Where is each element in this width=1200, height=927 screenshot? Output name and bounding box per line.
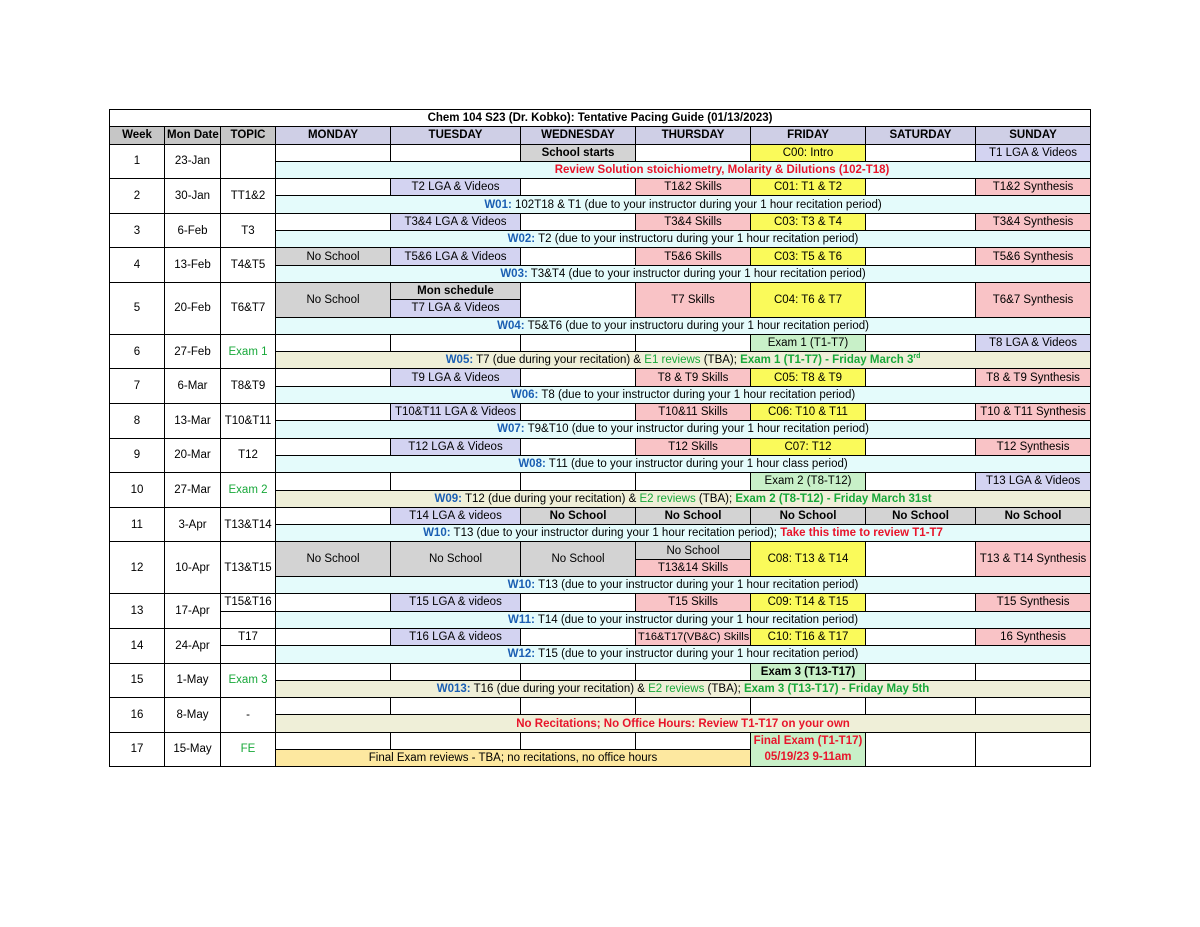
mon-date: 3-Apr: [165, 507, 221, 542]
final-exam-title: Final Exam (T1-T17): [753, 735, 863, 748]
week-number: 6: [110, 334, 165, 369]
pacing-guide-sheet: [109, 109, 1090, 785]
week-note: [276, 490, 1091, 507]
note-text: T9&T10 (due to your instructor during your 1 hour recitation period): [524, 423, 869, 436]
week-note-row: [110, 611, 1091, 628]
topic-cell: T17: [221, 628, 276, 645]
wednesday-cell: [521, 698, 636, 715]
thursday-cell: [636, 144, 751, 161]
week-note: [276, 265, 1091, 282]
mon-date: 6-Feb: [165, 213, 221, 248]
mon-date: 23-Jan: [165, 144, 221, 179]
monday-cell: [276, 179, 391, 196]
monday-cell: [276, 473, 391, 490]
friday-cell: Exam 1 (T1-T7): [751, 334, 866, 351]
week-row: [110, 732, 1091, 749]
friday-cell: C07: T12: [751, 438, 866, 455]
topic-cell: T3: [221, 213, 276, 248]
topic-cell: Exam 1: [221, 334, 276, 369]
week-number: 5: [110, 282, 165, 334]
week-row: [110, 698, 1091, 715]
mon-date: 27-Mar: [165, 473, 221, 508]
week-note: [276, 577, 1091, 594]
tuesday-cell: T12 LGA & Videos: [391, 438, 521, 455]
monday-cell: [276, 507, 391, 524]
thursday-cell: No School: [636, 507, 751, 524]
sunday-cell: 16 Synthesis: [976, 628, 1091, 645]
week-row: [110, 282, 1091, 299]
monday-cell: [276, 628, 391, 645]
week-note: [276, 421, 1091, 438]
topic-cell: FE: [221, 732, 276, 767]
week-note: [276, 352, 1091, 369]
topic-cell: T8&T9: [221, 369, 276, 404]
week-number: 7: [110, 369, 165, 404]
note-text: T14 (due to your instructor during your 1 hour recitation period): [534, 613, 859, 626]
week-row: [110, 248, 1091, 265]
wednesday-cell: [521, 663, 636, 680]
note-code: W05:: [445, 354, 474, 367]
pacing-guide-table: [109, 109, 1091, 767]
mon-date: 6-Mar: [165, 369, 221, 404]
note-tba: (TBA);: [695, 492, 736, 505]
note-text: Final Exam reviews - TBA; no recitations, no office hours: [368, 752, 658, 765]
tuesday-cell: [391, 473, 521, 490]
topic-cell: Exam 3: [221, 663, 276, 698]
wednesday-cell: [521, 628, 636, 645]
note-code: W07:: [497, 423, 525, 436]
mon-date: 15-May: [165, 732, 221, 767]
note-highlight: Take this time to review T1-T7: [780, 527, 943, 540]
week-number: 10: [110, 473, 165, 508]
sunday-cell: T1 LGA & Videos: [976, 144, 1091, 161]
note-code: W10:: [507, 579, 536, 592]
friday-cell: [751, 698, 866, 715]
friday-cell: No School: [751, 507, 866, 524]
wednesday-cell: [521, 732, 636, 749]
thursday-cell: T7 Skills: [636, 282, 751, 317]
saturday-cell: [866, 334, 976, 351]
saturday-cell: [866, 542, 976, 577]
sunday-cell: T6&7 Synthesis: [976, 282, 1091, 317]
mon-date: 30-Jan: [165, 179, 221, 214]
sunday-cell: T8 LGA & Videos: [976, 334, 1091, 351]
note-text: T11 (due to your instructor during your 1 hour class period): [545, 458, 848, 471]
wednesday-cell: [521, 334, 636, 351]
note-exam-suffix: rd: [913, 353, 921, 361]
mon-date: 24-Apr: [165, 628, 221, 663]
sunday-cell: [976, 698, 1091, 715]
note-tba: (TBA);: [704, 682, 744, 695]
mon-date: 13-Mar: [165, 404, 221, 439]
topic-cell: T4&T5: [221, 248, 276, 283]
note-text: T7 (due during your recitation) &: [473, 354, 645, 367]
friday-cell: C03: T3 & T4: [751, 213, 866, 230]
friday-cell: C10: T16 & T17: [751, 628, 866, 645]
mon-date: 13-Feb: [165, 248, 221, 283]
week-note: [276, 161, 1091, 178]
note-text: T12 (due during your recitation) &: [461, 492, 640, 505]
saturday-cell: [866, 213, 976, 230]
week-row: [110, 438, 1091, 455]
sunday-cell: T12 Synthesis: [976, 438, 1091, 455]
monday-cell: [276, 594, 391, 611]
friday-cell: C00: Intro: [751, 144, 866, 161]
topic-cell: TT1&2: [221, 179, 276, 214]
final-exam-time: 05/19/23 9-11am: [764, 751, 852, 764]
tuesday-cell: No School: [391, 542, 521, 577]
week-row: [110, 179, 1091, 196]
tuesday-cell: T10&T11 LGA & Videos: [391, 404, 521, 421]
monday-cell: No School: [276, 248, 391, 265]
note-tba: (TBA);: [700, 354, 741, 367]
tuesday-cell-lower: T7 LGA & Videos: [391, 300, 521, 317]
thursday-cell: T16&T17(VB&C) Skills: [636, 628, 751, 645]
wednesday-cell: [521, 473, 636, 490]
note-review: E2 reviews: [639, 492, 696, 505]
friday-cell: C03: T5 & T6: [751, 248, 866, 265]
topic-cell-lower: [221, 611, 276, 628]
monday-cell: No School: [276, 542, 391, 577]
topic-cell: -: [221, 698, 276, 733]
saturday-cell: [866, 732, 976, 767]
thursday-cell: [636, 732, 751, 749]
thursday-cell: [636, 663, 751, 680]
note-code: W10:: [423, 527, 451, 540]
note-text: T13 (due to your instructor during your 1 hour recitation period): [535, 579, 859, 592]
week-number: 8: [110, 404, 165, 439]
saturday-cell: [866, 179, 976, 196]
sunday-cell: T13 & T14 Synthesis: [976, 542, 1091, 577]
week-note-row: [110, 646, 1091, 663]
tuesday-cell: [391, 144, 521, 161]
week-row: [110, 144, 1091, 161]
note-code: W01:: [484, 198, 512, 211]
week-number: 11: [110, 507, 165, 542]
week-row: [110, 213, 1091, 230]
friday-cell: C06: T10 & T11: [751, 404, 866, 421]
week-note: [276, 715, 1091, 732]
note-text: T5&T6 (due to your instructoru during your 1 hour recitation period): [524, 319, 869, 332]
sunday-cell: T3&4 Synthesis: [976, 213, 1091, 230]
week-note: [276, 749, 751, 766]
sheet-title: Chem 104 S23 (Dr. Kobko): Tentative Pacing Guide (01/13/2023): [110, 110, 1091, 127]
tuesday-cell: T15 LGA & videos: [391, 594, 521, 611]
friday-cell: C01: T1 & T2: [751, 179, 866, 196]
saturday-cell: [866, 594, 976, 611]
week-number: 16: [110, 698, 165, 733]
mon-date: 20-Feb: [165, 282, 221, 334]
topic-cell: [221, 144, 276, 179]
monday-cell: [276, 213, 391, 230]
header-saturday: SATURDAY: [866, 127, 976, 144]
header-tuesday: TUESDAY: [391, 127, 521, 144]
thursday-cell: [636, 473, 751, 490]
wednesday-cell: [521, 179, 636, 196]
topic-cell: T12: [221, 438, 276, 473]
tuesday-cell: Mon schedule: [391, 282, 521, 299]
week-note: [276, 196, 1091, 213]
tuesday-cell: T9 LGA & Videos: [391, 369, 521, 386]
wednesday-cell: [521, 369, 636, 386]
week-row: [110, 369, 1091, 386]
saturday-cell: [866, 248, 976, 265]
topic-cell: T13&T15: [221, 542, 276, 594]
saturday-cell: [866, 282, 976, 317]
week-row: [110, 473, 1091, 490]
friday-cell: C04: T6 & T7: [751, 282, 866, 317]
thursday-cell: T15 Skills: [636, 594, 751, 611]
note-text: Review Solution stoichiometry, Molarity & Dilutions (102-T18): [554, 164, 890, 177]
saturday-cell: [866, 404, 976, 421]
sunday-cell: T5&6 Synthesis: [976, 248, 1091, 265]
saturday-cell: [866, 663, 976, 680]
header-friday: FRIDAY: [751, 127, 866, 144]
note-review: E2 reviews: [648, 682, 705, 695]
note-code: W11:: [507, 613, 535, 626]
week-row: [110, 507, 1091, 524]
note-text: T3&T4 (due to your instructor during your 1 hour recitation period): [527, 267, 866, 280]
sunday-cell: [976, 663, 1091, 680]
week-note: [276, 646, 1091, 663]
note-code: W013:: [436, 682, 471, 695]
week-row: [110, 594, 1091, 611]
mon-date: 8-May: [165, 698, 221, 733]
header-mon-date: Mon Date: [165, 127, 221, 144]
friday-final-exam-cell: [751, 732, 866, 767]
sunday-cell: T1&2 Synthesis: [976, 179, 1091, 196]
week-row: [110, 663, 1091, 680]
monday-cell: [276, 144, 391, 161]
thursday-cell: [636, 334, 751, 351]
header-monday: MONDAY: [276, 127, 391, 144]
monday-cell: [276, 438, 391, 455]
week-note: [276, 525, 1091, 542]
sunday-cell: No School: [976, 507, 1091, 524]
mon-date: 10-Apr: [165, 542, 221, 594]
topic-cell: Exam 2: [221, 473, 276, 508]
week-number: 17: [110, 732, 165, 767]
saturday-cell: [866, 473, 976, 490]
topic-cell-lower: [221, 646, 276, 663]
note-text: 102T18 & T1 (due to your instructor during your 1 hour recitation period): [511, 198, 882, 211]
note-exam: Exam 2 (T8-T12) - Friday March 31st: [735, 492, 932, 505]
friday-cell: C05: T8 & T9: [751, 369, 866, 386]
week-number: 4: [110, 248, 165, 283]
friday-cell: C09: T14 & T15: [751, 594, 866, 611]
note-exam: Exam 1 (T1-T7) - Friday March 3: [740, 354, 914, 367]
thursday-cell: T1&2 Skills: [636, 179, 751, 196]
saturday-cell: [866, 698, 976, 715]
thursday-cell: T3&4 Skills: [636, 213, 751, 230]
tuesday-cell: T3&4 LGA & Videos: [391, 213, 521, 230]
note-review: E1 reviews: [644, 354, 701, 367]
monday-cell: [276, 663, 391, 680]
note-code: W03:: [500, 267, 528, 280]
note-text: T2 (due to your instructoru during your 1 hour recitation period): [535, 233, 859, 246]
week-number: 3: [110, 213, 165, 248]
sunday-cell: [976, 732, 1091, 767]
wednesday-cell: No School: [521, 542, 636, 577]
thursday-cell: T12 Skills: [636, 438, 751, 455]
tuesday-cell: T16 LGA & videos: [391, 628, 521, 645]
sunday-cell: T8 & T9 Synthesis: [976, 369, 1091, 386]
week-number: 12: [110, 542, 165, 594]
tuesday-cell: T5&6 LGA & Videos: [391, 248, 521, 265]
note-code: W12:: [507, 648, 536, 661]
week-note: [276, 611, 1091, 628]
wednesday-cell: [521, 404, 636, 421]
friday-cell: Exam 2 (T8-T12): [751, 473, 866, 490]
header-topic: TOPIC: [221, 127, 276, 144]
note-code: W04:: [497, 319, 525, 332]
note-code: W02:: [507, 233, 536, 246]
week-number: 1: [110, 144, 165, 179]
monday-cell: [276, 404, 391, 421]
tuesday-cell: T2 LGA & Videos: [391, 179, 521, 196]
thursday-cell: T8 & T9 Skills: [636, 369, 751, 386]
topic-cell: T6&T7: [221, 282, 276, 334]
note-text: T16 (due during your recitation) &: [470, 682, 649, 695]
note-code: W08:: [518, 458, 546, 471]
tuesday-cell: [391, 698, 521, 715]
week-row: [110, 542, 1091, 559]
header-thursday: THURSDAY: [636, 127, 751, 144]
wednesday-cell: [521, 594, 636, 611]
week-note: [276, 317, 1091, 334]
wednesday-cell: [521, 438, 636, 455]
header-wednesday: WEDNESDAY: [521, 127, 636, 144]
tuesday-cell: [391, 732, 521, 749]
wednesday-cell: [521, 248, 636, 265]
topic-cell: T15&T16: [221, 594, 276, 611]
week-row: [110, 404, 1091, 421]
thursday-cell-lower: T13&14 Skills: [636, 559, 751, 576]
thursday-cell: T5&6 Skills: [636, 248, 751, 265]
note-text: T13 (due to your instructor during your 1 hour recitation period);: [450, 527, 781, 540]
tuesday-cell: T14 LGA & videos: [391, 507, 521, 524]
monday-cell: No School: [276, 282, 391, 317]
week-number: 14: [110, 628, 165, 663]
friday-cell: C08: T13 & T14: [751, 542, 866, 577]
note-text: T8 (due to your instructor during your 1 hour recitation period): [538, 388, 856, 401]
tuesday-cell: [391, 334, 521, 351]
header-row: [110, 127, 1091, 144]
tuesday-cell: [391, 663, 521, 680]
saturday-cell: [866, 628, 976, 645]
week-number: 2: [110, 179, 165, 214]
note-text: T15 (due to your instructor during your 1 hour recitation period): [535, 648, 859, 661]
topic-cell: T13&T14: [221, 507, 276, 542]
week-number: 15: [110, 663, 165, 698]
note-text: No Recitations; No Office Hours: Review T1-T17 on your own: [516, 717, 850, 730]
wednesday-cell: [521, 282, 636, 317]
saturday-cell: No School: [866, 507, 976, 524]
wednesday-cell: [521, 213, 636, 230]
header-sunday: SUNDAY: [976, 127, 1091, 144]
saturday-cell: [866, 438, 976, 455]
wednesday-cell: School starts: [521, 144, 636, 161]
thursday-cell: T10&11 Skills: [636, 404, 751, 421]
topic-cell: T10&T11: [221, 404, 276, 439]
mon-date: 1-May: [165, 663, 221, 698]
wednesday-cell: No School: [521, 507, 636, 524]
header-week: Week: [110, 127, 165, 144]
note-code: W09:: [434, 492, 462, 505]
week-row: [110, 628, 1091, 645]
saturday-cell: [866, 369, 976, 386]
mon-date: 17-Apr: [165, 594, 221, 629]
note-code: W06:: [510, 388, 539, 401]
week-row: [110, 334, 1091, 351]
week-note: [276, 231, 1091, 248]
sunday-cell: T15 Synthesis: [976, 594, 1091, 611]
monday-cell: [276, 369, 391, 386]
monday-cell: [276, 698, 391, 715]
week-note: [276, 386, 1091, 403]
week-note: [276, 455, 1091, 472]
friday-cell: Exam 3 (T13-T17): [751, 663, 866, 680]
week-note: [276, 680, 1091, 697]
sunday-cell: T10 & T11 Synthesis: [976, 404, 1091, 421]
note-exam: Exam 3 (T13-T17) - Friday May 5th: [743, 682, 930, 695]
week-number: 9: [110, 438, 165, 473]
thursday-cell: No School: [636, 542, 751, 559]
mon-date: 27-Feb: [165, 334, 221, 369]
saturday-cell: [866, 144, 976, 161]
sunday-cell: T13 LGA & Videos: [976, 473, 1091, 490]
thursday-cell: [636, 698, 751, 715]
monday-cell: [276, 334, 391, 351]
monday-cell: [276, 732, 391, 749]
week-number: 13: [110, 594, 165, 629]
mon-date: 20-Mar: [165, 438, 221, 473]
